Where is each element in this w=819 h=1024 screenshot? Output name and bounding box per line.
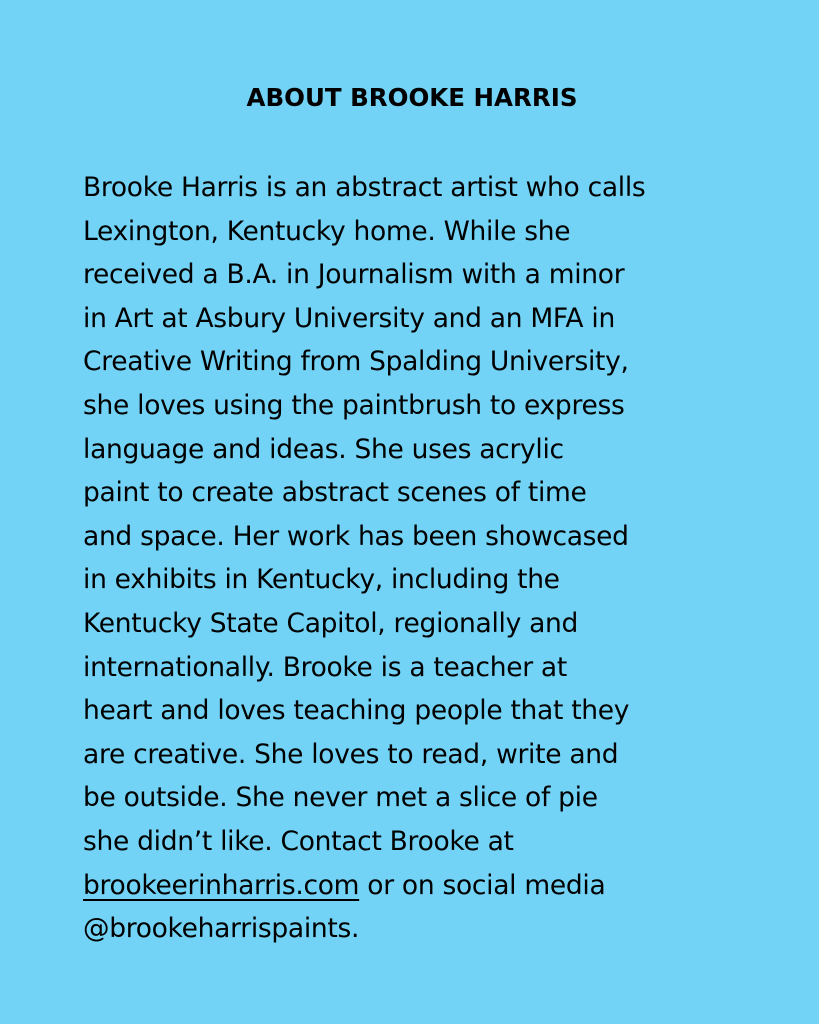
page-title: ABOUT BROOKE HARRIS (246, 83, 578, 112)
social-handle: @brookeharrispaints. (83, 913, 360, 945)
bio-paragraph (83, 166, 748, 951)
bio-line: in Art at Asbury University and an MFA in (83, 302, 615, 334)
bio-line: she loves using the paintbrush to express (83, 389, 625, 421)
bio-line: paint to create abstract scenes of time (83, 477, 587, 509)
bio-line-text: or on social media (359, 869, 606, 901)
website-link[interactable]: brookeerinharris.com (83, 869, 360, 901)
bio-line: Lexington, Kentucky home. While she (83, 215, 571, 247)
bio-line: internationally. Brooke is a teacher at (83, 651, 567, 683)
bio-line: language and ideas. She uses acrylic (83, 433, 564, 465)
bio-line: received a B.A. in Journalism with a minor (83, 259, 625, 291)
bio-line: Kentucky State Capitol, regionally and (83, 607, 579, 639)
bio-line: she didn’t like. Contact Brooke at (83, 825, 514, 857)
bio-line: are creative. She loves to read, write and (83, 738, 619, 770)
bio-line: and space. Her work has been showcased (83, 520, 629, 552)
bio-line: in exhibits in Kentucky, including the (83, 564, 560, 596)
bio-line: be outside. She never met a slice of pie (83, 782, 598, 814)
bio-line: Brooke Harris is an abstract artist who calls (83, 172, 646, 203)
bio-line-contact (83, 864, 748, 908)
bio-line: Creative Writing from Spalding University, (83, 346, 629, 378)
bio-line: heart and loves teaching people that they (83, 695, 630, 727)
